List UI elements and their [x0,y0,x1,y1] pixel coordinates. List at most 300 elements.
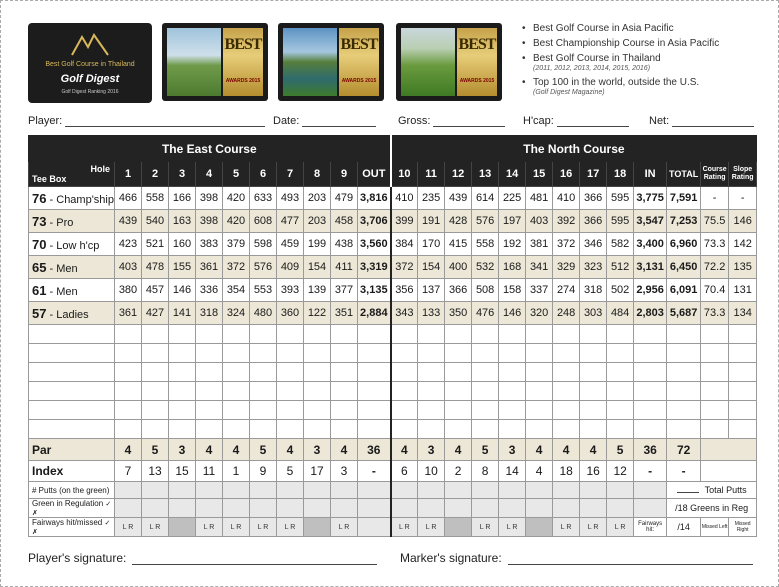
putts-cell[interactable] [196,482,223,499]
blank-cell [701,439,757,461]
par-cell: 3 [418,439,445,461]
score-cell[interactable] [391,401,418,420]
score-row[interactable] [29,344,757,363]
score-cell[interactable] [580,344,607,363]
par-cell: 3 [499,439,526,461]
score-cell[interactable] [472,401,499,420]
gir-cell[interactable] [499,499,526,518]
putts-cell[interactable] [358,482,391,499]
score-cell[interactable] [553,344,580,363]
score-cell[interactable] [607,420,634,439]
putts-cell[interactable] [607,482,634,499]
putts-cell[interactable] [418,482,445,499]
score-cell[interactable] [331,344,358,363]
score-cell[interactable] [667,363,701,382]
tee-row [29,302,757,325]
score-cell[interactable] [115,363,142,382]
gir-cell[interactable] [418,499,445,518]
score-cell[interactable] [169,363,196,382]
index-cell: 10 [418,461,445,482]
yardage-cell: 158 [499,279,526,302]
net-field[interactable]: Net: [649,115,754,127]
score-cell[interactable] [472,420,499,439]
fairway-cell[interactable]: L R [391,518,418,537]
gir-cell[interactable] [634,499,667,518]
yardage-cell: 377 [331,279,358,302]
score-cell[interactable] [499,382,526,401]
yardage-cell: 155 [169,256,196,279]
yardage-cell: 372 [223,256,250,279]
player-signature[interactable]: Player's signature: [28,551,377,565]
score-cell[interactable] [391,382,418,401]
score-cell[interactable] [701,401,729,420]
par-cell: 5 [250,439,277,461]
score-cell[interactable] [634,363,667,382]
index-out: - [358,461,391,482]
hole-number: 15 [526,162,553,187]
fairway-cell[interactable]: L R [418,518,445,537]
score-cell[interactable] [142,420,169,439]
score-cell[interactable] [445,325,472,344]
score-cell[interactable] [277,325,304,344]
score-cell[interactable] [526,363,553,382]
score-cell[interactable] [29,344,115,363]
yardage-cell: 197 [499,210,526,233]
score-cell[interactable] [634,344,667,363]
yardage-cell: 428 [445,210,472,233]
index-total: - [667,461,701,482]
gir-cell[interactable] [580,499,607,518]
index-cell: 7 [115,461,142,482]
score-cell[interactable] [580,401,607,420]
index-cell: 13 [142,461,169,482]
yardage-cell: 122 [304,302,331,325]
score-cell[interactable] [304,363,331,382]
score-cell[interactable] [223,401,250,420]
score-cell[interactable] [445,401,472,420]
putts-cell[interactable] [331,482,358,499]
hole-number: 4 [196,162,223,187]
score-cell[interactable] [445,363,472,382]
yardage-cell: 381 [526,233,553,256]
course-rating: 73.3 [701,233,729,256]
fairway-cell[interactable]: L R [607,518,634,537]
gir-cell[interactable] [223,499,250,518]
course-rating: 73.3 [701,302,729,325]
score-cell[interactable] [729,382,757,401]
index-in: - [634,461,667,482]
score-cell[interactable] [277,363,304,382]
gir-cell[interactable] [142,499,169,518]
score-cell[interactable] [634,325,667,344]
score-cell[interactable] [553,363,580,382]
index-cell: 16 [580,461,607,482]
gir-cell[interactable] [445,499,472,518]
in-header: IN [634,162,667,187]
marker-signature[interactable]: Marker's signature: [400,551,753,565]
putts-cell[interactable] [445,482,472,499]
slope-rating: - [729,187,757,210]
par-label: Par [29,439,115,461]
gir-cell[interactable] [391,499,418,518]
putts-cell[interactable] [526,482,553,499]
score-cell[interactable] [667,382,701,401]
score-cell[interactable] [223,382,250,401]
gir-cell[interactable] [358,499,391,518]
score-cell[interactable] [499,401,526,420]
score-cell[interactable] [526,344,553,363]
score-cell[interactable] [472,344,499,363]
score-cell[interactable] [526,325,553,344]
score-cell[interactable] [499,420,526,439]
score-cell[interactable] [223,344,250,363]
out-yardage: 3,135 [358,279,391,302]
yardage-cell: 379 [223,233,250,256]
gross-field[interactable]: Gross: [398,115,505,127]
score-cell[interactable] [472,363,499,382]
putts-cell[interactable] [499,482,526,499]
score-cell[interactable] [169,325,196,344]
missed-left: Missed Left [701,518,729,537]
score-cell[interactable] [331,401,358,420]
yardage-cell: 191 [418,210,445,233]
score-cell[interactable] [223,325,250,344]
fairway-cell[interactable]: L R [580,518,607,537]
score-cell[interactable] [580,325,607,344]
score-cell[interactable] [250,344,277,363]
score-cell[interactable] [553,382,580,401]
score-cell[interactable] [115,325,142,344]
score-cell[interactable] [667,325,701,344]
index-cell: 3 [331,461,358,482]
score-cell[interactable] [729,325,757,344]
date-field[interactable]: Date: [273,115,376,127]
score-cell[interactable] [667,420,701,439]
gir-cell[interactable] [331,499,358,518]
gir-cell[interactable] [304,499,331,518]
score-cell[interactable] [391,325,418,344]
putts-row[interactable] [29,482,757,499]
putts-cell[interactable] [391,482,418,499]
score-row[interactable] [29,363,757,382]
player-field[interactable]: Player: [28,115,265,127]
gir-cell[interactable] [526,499,553,518]
fairway-na [526,518,553,537]
accolade-item: • Best Golf Course in Thailand (2011, 2012, 2013, 2014, 2015, 2016) [522,53,772,73]
putts-cell[interactable] [142,482,169,499]
fairways-label: Fairways hit/missed ✓ ✗ [29,518,115,537]
course-photo [283,28,337,96]
score-cell[interactable] [607,382,634,401]
score-cell[interactable] [445,344,472,363]
index-cell: 8 [472,461,499,482]
score-cell[interactable] [277,420,304,439]
score-cell[interactable] [142,401,169,420]
score-cell[interactable] [701,344,729,363]
yardage-cell: 400 [445,256,472,279]
score-cell[interactable] [196,325,223,344]
score-cell[interactable] [304,420,331,439]
score-cell[interactable] [634,420,667,439]
score-cell[interactable] [358,401,391,420]
score-cell[interactable] [607,325,634,344]
yardage-cell: 383 [196,233,223,256]
putts-cell[interactable] [115,482,142,499]
fairway-cell[interactable]: L R [142,518,169,537]
index-cell: 12 [607,461,634,482]
yardage-cell: 393 [277,279,304,302]
score-cell[interactable] [580,363,607,382]
score-cell[interactable] [331,325,358,344]
yardage-cell: 521 [142,233,169,256]
score-cell[interactable] [331,363,358,382]
score-cell[interactable] [526,420,553,439]
score-entry-rows[interactable] [29,325,757,439]
score-cell[interactable] [250,420,277,439]
gir-cell[interactable] [277,499,304,518]
score-cell[interactable] [196,420,223,439]
total-yardage: 5,687 [667,302,701,325]
score-cell[interactable] [358,382,391,401]
fairway-cell[interactable]: L R [331,518,358,537]
fairways-row[interactable] [29,518,757,537]
gir-cell[interactable] [607,499,634,518]
score-cell[interactable] [729,420,757,439]
score-cell[interactable] [169,401,196,420]
score-cell[interactable] [634,382,667,401]
score-cell[interactable] [29,325,115,344]
score-cell[interactable] [142,325,169,344]
fairway-cell[interactable]: L R [250,518,277,537]
fairway-cell[interactable]: L R [499,518,526,537]
score-cell[interactable] [142,382,169,401]
score-cell[interactable] [580,420,607,439]
blank-cell [701,461,757,482]
yardage-cell: 392 [553,210,580,233]
yardage-cell: 323 [580,256,607,279]
score-cell[interactable] [445,382,472,401]
putts-cell[interactable] [304,482,331,499]
score-cell[interactable] [29,420,115,439]
score-cell[interactable] [391,420,418,439]
yardage-cell: 439 [115,210,142,233]
par-cell: 4 [196,439,223,461]
score-cell[interactable] [115,401,142,420]
slope-rating: 146 [729,210,757,233]
score-cell[interactable] [499,325,526,344]
score-cell[interactable] [304,401,331,420]
gir-cell[interactable] [196,499,223,518]
score-cell[interactable] [418,401,445,420]
score-cell[interactable] [418,344,445,363]
score-cell[interactable] [331,420,358,439]
score-cell[interactable] [142,344,169,363]
score-cell[interactable] [607,401,634,420]
score-cell[interactable] [418,363,445,382]
par-cell: 3 [169,439,196,461]
fairway-na [169,518,196,537]
score-cell[interactable] [358,420,391,439]
score-row[interactable] [29,401,757,420]
yardage-cell: 423 [115,233,142,256]
score-cell[interactable] [701,382,729,401]
score-cell[interactable] [250,382,277,401]
total-yardage: 6,450 [667,256,701,279]
par-out: 36 [358,439,391,461]
score-cell[interactable] [667,401,701,420]
par-cell: 5 [472,439,499,461]
hcap-field[interactable]: H'cap: [523,115,629,127]
putts-cell[interactable] [634,482,667,499]
gir-cell[interactable] [169,499,196,518]
east-course-title: The East Course [29,136,391,162]
putts-cell[interactable] [472,482,499,499]
gir-cell[interactable] [553,499,580,518]
score-cell[interactable] [358,363,391,382]
fairway-cell[interactable]: L R [115,518,142,537]
score-cell[interactable] [418,420,445,439]
score-cell[interactable] [223,420,250,439]
in-yardage: 3,400 [634,233,667,256]
course-photo [167,28,221,96]
score-cell[interactable] [250,325,277,344]
score-cell[interactable] [553,401,580,420]
score-cell[interactable] [29,363,115,382]
score-cell[interactable] [142,363,169,382]
score-cell[interactable] [196,344,223,363]
score-cell[interactable] [304,344,331,363]
yardage-cell: 351 [331,302,358,325]
putts-cell[interactable] [250,482,277,499]
score-cell[interactable] [607,344,634,363]
score-cell[interactable] [169,382,196,401]
score-cell[interactable] [580,382,607,401]
score-cell[interactable] [667,344,701,363]
score-cell[interactable] [418,382,445,401]
putts-cell[interactable] [580,482,607,499]
putts-cell[interactable] [553,482,580,499]
score-cell[interactable] [29,382,115,401]
putts-cell[interactable] [169,482,196,499]
score-cell[interactable] [526,401,553,420]
score-cell[interactable] [169,344,196,363]
yardage-cell: 409 [277,256,304,279]
out-yardage: 3,706 [358,210,391,233]
yardage-cell: 141 [169,302,196,325]
score-cell[interactable] [607,363,634,382]
score-cell[interactable] [418,325,445,344]
gir-cell[interactable] [115,499,142,518]
par-cell: 4 [277,439,304,461]
score-cell[interactable] [115,420,142,439]
score-cell[interactable] [115,382,142,401]
score-cell[interactable] [729,344,757,363]
score-cell[interactable] [729,401,757,420]
putts-cell[interactable] [277,482,304,499]
score-cell[interactable] [304,325,331,344]
par-cell: 4 [331,439,358,461]
score-cell[interactable] [277,382,304,401]
fairway-cell[interactable]: L R [223,518,250,537]
score-cell[interactable] [169,420,196,439]
slope-rating: 135 [729,256,757,279]
score-cell[interactable] [391,344,418,363]
mountain-logo-icon [70,31,110,57]
hole-number: 3 [169,162,196,187]
yardage-cell: 399 [391,210,418,233]
yardage-cell: 478 [142,256,169,279]
score-cell[interactable] [729,363,757,382]
fairway-out [358,518,391,537]
gir-cell[interactable] [250,499,277,518]
index-cell: 2 [445,461,472,482]
score-cell[interactable] [250,401,277,420]
total-yardage: 6,960 [667,233,701,256]
score-cell[interactable] [553,325,580,344]
score-cell[interactable] [223,363,250,382]
gir-cell[interactable] [472,499,499,518]
yardage-cell: 427 [142,302,169,325]
fairway-cell[interactable]: L R [553,518,580,537]
score-cell[interactable] [250,363,277,382]
score-cell[interactable] [472,382,499,401]
yardage-cell: 341 [526,256,553,279]
score-cell[interactable] [277,344,304,363]
putts-cell[interactable] [223,482,250,499]
yardage-cell: 154 [418,256,445,279]
score-cell[interactable] [553,420,580,439]
score-cell[interactable] [29,401,115,420]
score-cell[interactable] [115,344,142,363]
score-row[interactable] [29,325,757,344]
score-row[interactable] [29,382,757,401]
score-cell[interactable] [499,363,526,382]
in-yardage: 2,803 [634,302,667,325]
score-cell[interactable] [196,401,223,420]
slope-rating: 142 [729,233,757,256]
score-cell[interactable] [701,363,729,382]
fairway-cell[interactable]: L R [277,518,304,537]
score-cell[interactable] [304,382,331,401]
score-cell[interactable] [701,420,729,439]
score-row[interactable] [29,420,757,439]
score-cell[interactable] [277,401,304,420]
score-cell[interactable] [391,363,418,382]
hole-number: 9 [331,162,358,187]
score-cell[interactable] [499,344,526,363]
hole-number: 7 [277,162,304,187]
score-cell[interactable] [701,325,729,344]
score-cell[interactable] [196,382,223,401]
fairway-cell[interactable]: L R [196,518,223,537]
par-cell: 5 [142,439,169,461]
gir-row[interactable] [29,499,757,518]
score-cell[interactable] [472,325,499,344]
score-cell[interactable] [634,401,667,420]
hole-number: 6 [250,162,277,187]
score-cell[interactable] [331,382,358,401]
fairway-na [445,518,472,537]
score-cell[interactable] [358,344,391,363]
score-cell[interactable] [196,363,223,382]
fairway-cell[interactable]: L R [472,518,499,537]
score-cell[interactable] [445,420,472,439]
score-cell[interactable] [526,382,553,401]
award-cover: BEST AWARDS 2015 [457,28,497,96]
score-cell[interactable] [358,325,391,344]
yardage-cell: 146 [499,302,526,325]
par-cell: 4 [223,439,250,461]
